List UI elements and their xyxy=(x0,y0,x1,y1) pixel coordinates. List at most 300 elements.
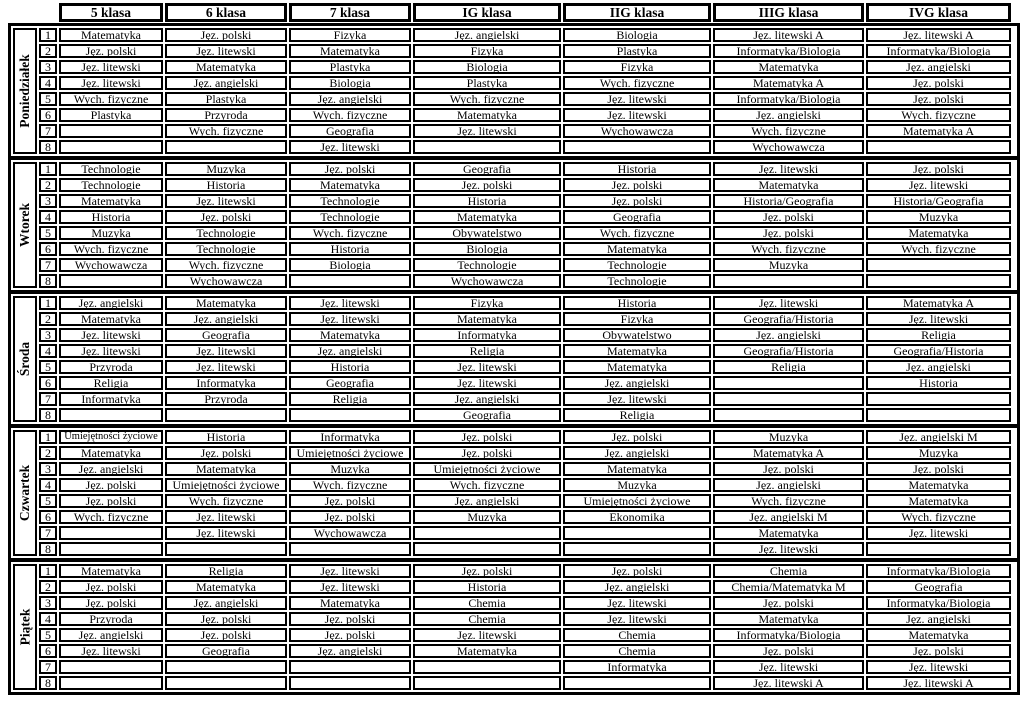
header-spacer-day xyxy=(13,3,37,22)
lesson-text: Jęz. polski xyxy=(461,430,513,444)
lesson-cell xyxy=(59,408,163,422)
lesson-text: Jęz. litewski xyxy=(320,564,380,578)
lesson-cell xyxy=(289,462,411,476)
lesson-cell xyxy=(59,226,163,240)
lesson-text: Religia xyxy=(469,344,505,358)
lesson-text: Jęz. polski xyxy=(763,644,814,658)
lesson-cell xyxy=(59,526,163,540)
lesson-cell xyxy=(866,542,1011,556)
lesson-text: Geografia xyxy=(463,408,511,422)
lesson-text: Jęz. litewski xyxy=(758,296,819,310)
lesson-cell xyxy=(866,612,1011,626)
lesson-text: Jęz. litewski xyxy=(196,44,256,58)
lesson-text: Obywatelstwo xyxy=(602,328,672,342)
lesson-cell xyxy=(165,596,287,610)
lesson-cell xyxy=(866,408,1011,422)
header-cell: 5 klasa xyxy=(59,3,163,22)
lesson-text: Jęz. litewski xyxy=(457,376,517,390)
row-number-cell: 2 xyxy=(39,44,57,58)
lesson-text: Jęz. angielski xyxy=(906,612,971,626)
lesson-text: Matematyka xyxy=(908,628,969,642)
day-block xyxy=(8,157,1020,293)
lesson-text: Jęz. polski xyxy=(324,612,376,626)
lesson-text: Informatyka xyxy=(196,376,256,390)
lesson-text: Religia xyxy=(619,408,655,422)
lesson-text: Jęz. polski xyxy=(200,628,252,642)
lesson-text: Jęz. angielski xyxy=(317,644,383,658)
lesson-cell xyxy=(165,76,287,90)
lesson-text: Biologia xyxy=(329,258,371,272)
lesson-cell xyxy=(563,344,711,358)
lesson-text: Jęz. polski xyxy=(85,596,137,610)
lesson-cell xyxy=(866,44,1011,58)
lesson-cell xyxy=(866,108,1011,122)
lesson-cell xyxy=(289,510,411,524)
lesson-cell xyxy=(413,124,561,138)
lesson-cell xyxy=(713,258,864,272)
header-cell: IG klasa xyxy=(413,3,561,22)
lesson-cell xyxy=(289,226,411,240)
lesson-cell xyxy=(713,644,864,658)
lesson-cell xyxy=(563,328,711,342)
lesson-cell xyxy=(59,162,163,176)
lesson-text: Wych. fizyczne xyxy=(599,226,675,240)
lesson-cell xyxy=(289,194,411,208)
lesson-text: Plastyka xyxy=(466,76,508,90)
lesson-cell xyxy=(713,446,864,460)
header-row xyxy=(8,3,1020,22)
lesson-text: Jęz. litewski xyxy=(457,628,517,642)
lesson-text: Technologie xyxy=(607,258,667,272)
lesson-text: Plastyka xyxy=(90,108,132,122)
lesson-cell xyxy=(713,108,864,122)
lesson-cell xyxy=(413,258,561,272)
lesson-text: Geografia xyxy=(202,328,250,342)
lesson-text: Ekonomika xyxy=(609,510,665,524)
lesson-cell xyxy=(59,628,163,642)
lesson-text: Wych. fizyczne xyxy=(751,242,826,256)
lesson-cell xyxy=(59,392,163,406)
day-grid xyxy=(13,296,1015,422)
lesson-text: Matematyka xyxy=(607,462,667,476)
lesson-text: Geografia xyxy=(326,124,374,138)
lesson-text: Wych. fizyczne xyxy=(599,76,675,90)
lesson-cell xyxy=(866,526,1011,540)
lesson-cell xyxy=(713,660,864,674)
lesson-text: Geografia xyxy=(463,162,511,176)
lesson-cell xyxy=(713,596,864,610)
lesson-text: Matematyka xyxy=(81,564,141,578)
lesson-cell xyxy=(413,580,561,594)
lesson-cell xyxy=(59,242,163,256)
lesson-cell xyxy=(713,408,864,422)
lesson-text: Jęz. litewski xyxy=(196,510,256,524)
lesson-text: Plastyka xyxy=(205,92,247,106)
row-number-cell: 5 xyxy=(39,360,57,374)
lesson-cell xyxy=(165,344,287,358)
lesson-text: Wychowawcza xyxy=(74,258,148,272)
lesson-cell xyxy=(713,628,864,642)
lesson-text: Historia xyxy=(206,178,246,192)
lesson-cell xyxy=(563,178,711,192)
lesson-cell xyxy=(713,392,864,406)
lesson-text: Jęz. polski xyxy=(611,430,663,444)
lesson-text: Jęz. litewski A xyxy=(753,28,824,42)
lesson-text: Jęz. angielski M xyxy=(749,510,828,524)
lesson-text: Jęz. polski xyxy=(324,494,376,508)
lesson-cell xyxy=(713,542,864,556)
lesson-text: Historia/Geografia xyxy=(743,194,834,208)
lesson-text: Fizyka xyxy=(470,44,504,58)
row-number-cell: 7 xyxy=(39,258,57,272)
lesson-text: Geografia xyxy=(613,210,661,224)
lesson-text: Informatyka/Biologia xyxy=(736,92,841,106)
lesson-text: Historia/Geografia xyxy=(893,194,984,208)
lesson-cell xyxy=(413,644,561,658)
lesson-cell xyxy=(413,612,561,626)
lesson-cell xyxy=(59,92,163,106)
lesson-text: Wych. fizyczne xyxy=(449,92,525,106)
lesson-text: Historia xyxy=(206,430,246,444)
lesson-cell xyxy=(59,596,163,610)
lesson-cell xyxy=(713,612,864,626)
lesson-text: Jęz. polski xyxy=(200,446,252,460)
lesson-cell xyxy=(563,108,711,122)
lesson-cell xyxy=(713,178,864,192)
lesson-text: Biologia xyxy=(329,76,371,90)
header-cell: 6 klasa xyxy=(165,3,287,22)
lesson-cell xyxy=(866,494,1011,508)
day-grid xyxy=(13,430,1015,556)
lesson-text: Matematyka xyxy=(196,60,256,74)
lesson-cell xyxy=(289,628,411,642)
lesson-text: Jęz. litewski xyxy=(81,344,141,358)
lesson-cell xyxy=(413,178,561,192)
lesson-text: Muzyka xyxy=(617,478,657,492)
lesson-cell xyxy=(413,140,561,154)
lesson-cell xyxy=(563,494,711,508)
lesson-text: Umiejętności życiowe xyxy=(433,462,541,476)
lesson-text: Informatyka/Biologia xyxy=(736,628,841,642)
lesson-cell xyxy=(563,644,711,658)
row-number-cell: 5 xyxy=(39,92,57,106)
lesson-text: Jęz. angielski xyxy=(193,76,259,90)
row-number-cell: 8 xyxy=(39,408,57,422)
lesson-text: Fizyka xyxy=(333,28,367,42)
row-number-cell: 3 xyxy=(39,194,57,208)
lesson-cell xyxy=(563,596,711,610)
lesson-cell xyxy=(289,28,411,42)
lesson-cell xyxy=(866,312,1011,326)
lesson-cell xyxy=(563,242,711,256)
lesson-cell xyxy=(165,124,287,138)
header-spacer-num xyxy=(39,3,57,22)
lesson-text: Jęz. polski xyxy=(763,462,814,476)
lesson-cell xyxy=(413,344,561,358)
row-number-cell: 4 xyxy=(39,210,57,224)
lesson-cell xyxy=(563,526,711,540)
lesson-text: Chemia/Matematyka M xyxy=(731,580,846,594)
row-number-cell: 8 xyxy=(39,542,57,556)
lesson-text: Wych. fizyczne xyxy=(901,242,976,256)
lesson-text: Wychowawcza xyxy=(600,124,674,138)
lesson-cell xyxy=(866,162,1011,176)
day-grid xyxy=(13,28,1015,154)
lesson-cell xyxy=(413,478,561,492)
header-cell: IVG klasa xyxy=(866,3,1011,22)
lesson-text: Jęz. polski xyxy=(763,210,814,224)
lesson-cell xyxy=(563,28,711,42)
lesson-cell xyxy=(713,676,864,690)
lesson-text: Wych. fizyczne xyxy=(751,124,826,138)
lesson-cell xyxy=(59,328,163,342)
lesson-cell xyxy=(59,274,163,288)
lesson-cell xyxy=(563,296,711,310)
lesson-cell xyxy=(413,312,561,326)
lesson-cell xyxy=(289,580,411,594)
lesson-cell xyxy=(59,124,163,138)
header-cell: IIG klasa xyxy=(563,3,711,22)
day-label-text: Środa xyxy=(17,341,33,377)
lesson-cell xyxy=(289,312,411,326)
timetable-body xyxy=(8,23,1020,695)
lesson-cell xyxy=(165,628,287,642)
lesson-cell xyxy=(413,542,561,556)
lesson-cell xyxy=(413,360,561,374)
lesson-cell xyxy=(289,178,411,192)
lesson-text: Geografia xyxy=(202,644,250,658)
lesson-text: Muzyka xyxy=(467,510,507,524)
lesson-cell xyxy=(59,296,163,310)
lesson-text: Geografia/Historia xyxy=(743,312,834,326)
lesson-text: Matematyka xyxy=(758,526,819,540)
row-number-cell: 8 xyxy=(39,274,57,288)
row-number-cell: 1 xyxy=(39,162,57,176)
lesson-cell xyxy=(289,542,411,556)
lesson-cell xyxy=(866,462,1011,476)
lesson-cell xyxy=(165,162,287,176)
lesson-cell xyxy=(713,140,864,154)
lesson-text: Matematyka xyxy=(908,478,969,492)
lesson-text: Jęz. polski xyxy=(913,92,964,106)
lesson-cell xyxy=(413,462,561,476)
lesson-text: Historia xyxy=(919,376,958,390)
lesson-text: Jęz. angielski xyxy=(317,344,383,358)
lesson-text: Jęz. angielski xyxy=(906,360,971,374)
lesson-text: Plastyka xyxy=(329,60,371,74)
lesson-text: Matematyka xyxy=(81,446,141,460)
lesson-text: Matematyka xyxy=(607,344,667,358)
lesson-cell xyxy=(59,258,163,272)
lesson-text: Jęz. angielski xyxy=(756,478,821,492)
lesson-cell xyxy=(413,210,561,224)
row-number-cell: 3 xyxy=(39,328,57,342)
lesson-text: Jęz. litewski xyxy=(908,526,969,540)
lesson-cell xyxy=(289,676,411,690)
lesson-text: Jęz. litewski xyxy=(81,644,141,658)
lesson-cell xyxy=(165,274,287,288)
lesson-cell xyxy=(165,612,287,626)
lesson-cell xyxy=(563,60,711,74)
lesson-cell xyxy=(289,494,411,508)
lesson-text: Jęz. litewski xyxy=(758,660,819,674)
lesson-text: Wychowawcza xyxy=(450,274,524,288)
lesson-cell xyxy=(866,210,1011,224)
row-number-cell: 6 xyxy=(39,376,57,390)
lesson-cell xyxy=(413,92,561,106)
lesson-cell xyxy=(866,140,1011,154)
lesson-cell xyxy=(165,542,287,556)
lesson-text: Muzyka xyxy=(918,446,959,460)
lesson-text: Jęz. angielski xyxy=(604,580,670,594)
lesson-cell xyxy=(289,430,411,444)
lesson-text: Wych. fizyczne xyxy=(901,510,976,524)
lesson-cell xyxy=(165,478,287,492)
lesson-cell xyxy=(59,542,163,556)
lesson-text: Muzyka xyxy=(768,430,809,444)
lesson-cell xyxy=(413,660,561,674)
lesson-cell xyxy=(563,124,711,138)
lesson-text: Matematyka A xyxy=(753,446,824,460)
lesson-text: Jęz. litewski xyxy=(320,296,380,310)
row-number-cell: 2 xyxy=(39,178,57,192)
lesson-cell xyxy=(289,360,411,374)
lesson-cell xyxy=(289,92,411,106)
lesson-cell xyxy=(563,612,711,626)
lesson-cell xyxy=(866,226,1011,240)
lesson-cell xyxy=(713,526,864,540)
lesson-text: Wych. fizyczne xyxy=(73,92,149,106)
lesson-cell xyxy=(59,344,163,358)
lesson-cell xyxy=(563,408,711,422)
lesson-cell xyxy=(165,644,287,658)
lesson-text: Jęz. litewski xyxy=(607,108,667,122)
lesson-cell xyxy=(289,446,411,460)
row-number-cell: 5 xyxy=(39,226,57,240)
header-cell: IIIG klasa xyxy=(713,3,864,22)
lesson-cell xyxy=(413,28,561,42)
lesson-text: Muzyka xyxy=(918,210,959,224)
lesson-text: Wych. fizyczne xyxy=(312,108,388,122)
lesson-text: Jęz. polski xyxy=(611,178,663,192)
lesson-cell xyxy=(413,376,561,390)
lesson-cell xyxy=(866,628,1011,642)
lesson-cell xyxy=(563,162,711,176)
lesson-text: Jęz. litewski xyxy=(81,328,141,342)
lesson-cell xyxy=(289,108,411,122)
lesson-cell xyxy=(413,564,561,578)
lesson-text: Jęz. litewski xyxy=(457,360,517,374)
lesson-text: Matematyka xyxy=(457,108,517,122)
lesson-text: Jęz. polski xyxy=(763,226,814,240)
lesson-text: Matematyka xyxy=(607,360,667,374)
lesson-text: Jęz. polski xyxy=(85,494,137,508)
lesson-text: Wych. fizyczne xyxy=(188,494,264,508)
lesson-cell xyxy=(165,140,287,154)
lesson-text: Geografia xyxy=(326,376,374,390)
lesson-cell xyxy=(165,226,287,240)
row-number-cell: 7 xyxy=(39,526,57,540)
lesson-text: Fizyka xyxy=(620,60,654,74)
lesson-cell xyxy=(713,328,864,342)
lesson-cell xyxy=(59,108,163,122)
lesson-text: Umiejętności życiowe xyxy=(583,494,691,508)
lesson-cell xyxy=(59,140,163,154)
lesson-text: Wych. fizyczne xyxy=(188,124,264,138)
lesson-cell xyxy=(563,44,711,58)
lesson-text: Informatyka/Biologia xyxy=(886,564,991,578)
lesson-cell xyxy=(165,258,287,272)
row-number-cell: 6 xyxy=(39,108,57,122)
lesson-cell xyxy=(289,44,411,58)
row-number-cell: 7 xyxy=(39,392,57,406)
lesson-text: Matematyka xyxy=(81,194,141,208)
lesson-cell xyxy=(59,178,163,192)
lesson-cell xyxy=(289,76,411,90)
row-number-cell: 2 xyxy=(39,446,57,460)
lesson-text: Fizyka xyxy=(470,296,504,310)
lesson-text: Jęz. angielski xyxy=(454,28,520,42)
lesson-cell xyxy=(713,92,864,106)
lesson-text: Wychowawcza xyxy=(189,274,263,288)
lesson-text: Jęz. polski xyxy=(200,28,252,42)
lesson-cell xyxy=(866,660,1011,674)
lesson-text: Jęz. polski xyxy=(324,628,376,642)
lesson-cell xyxy=(563,226,711,240)
lesson-text: Wych. fizyczne xyxy=(188,258,264,272)
lesson-text: Muzyka xyxy=(330,462,370,476)
lesson-text: Jęz. angielski xyxy=(756,108,821,122)
lesson-cell xyxy=(413,60,561,74)
lesson-cell xyxy=(165,376,287,390)
lesson-text: Umiejętności życiowe xyxy=(64,431,158,442)
lesson-text: Jęz. litewski A xyxy=(903,28,974,42)
lesson-cell xyxy=(413,76,561,90)
lesson-text: Jęz. polski xyxy=(763,596,814,610)
lesson-text: Matematyka xyxy=(607,242,667,256)
lesson-text: Jęz. litewski xyxy=(196,360,256,374)
lesson-cell xyxy=(289,328,411,342)
lesson-cell xyxy=(413,226,561,240)
lesson-cell xyxy=(866,510,1011,524)
lesson-cell xyxy=(866,296,1011,310)
lesson-cell xyxy=(59,676,163,690)
lesson-cell xyxy=(165,328,287,342)
day-block xyxy=(8,425,1020,561)
lesson-text: Jęz. polski xyxy=(461,446,513,460)
header-cell: 7 klasa xyxy=(289,3,411,22)
lesson-cell xyxy=(165,44,287,58)
lesson-text: Technologie xyxy=(457,258,517,272)
lesson-text: Jęz. litewski xyxy=(196,344,256,358)
lesson-cell xyxy=(413,328,561,342)
lesson-cell xyxy=(866,596,1011,610)
lesson-text: Matematyka xyxy=(908,494,969,508)
lesson-cell xyxy=(563,392,711,406)
lesson-text: Jęz. angielski xyxy=(78,296,144,310)
lesson-text: Jęz. litewski xyxy=(196,194,256,208)
lesson-text: Chemia xyxy=(618,628,656,642)
row-number-cell: 4 xyxy=(39,344,57,358)
lesson-text: Jęz. polski xyxy=(913,462,964,476)
lesson-text: Technologie xyxy=(320,210,380,224)
day-block xyxy=(8,559,1020,695)
lesson-cell xyxy=(713,344,864,358)
lesson-text: Jęz. angielski xyxy=(906,60,971,74)
lesson-cell xyxy=(59,660,163,674)
lesson-text: Umiejętności życiowe xyxy=(296,446,404,460)
lesson-cell xyxy=(866,376,1011,390)
